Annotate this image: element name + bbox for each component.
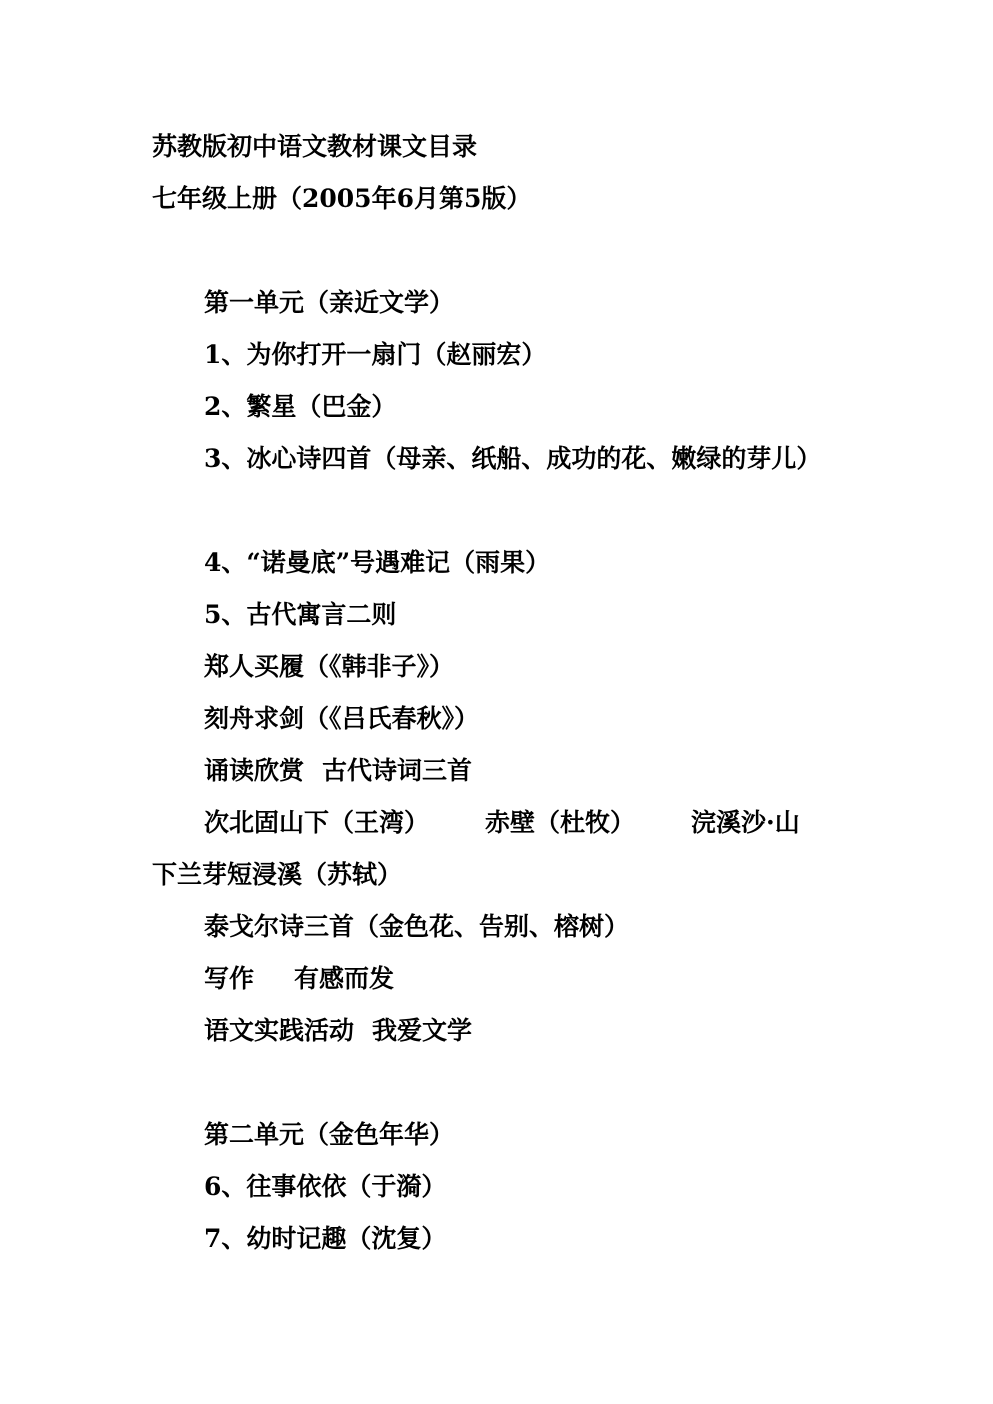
recite-label: 诵读欣赏 — [204, 756, 305, 785]
recite-title: 古代诗词三首 — [322, 756, 473, 785]
unit1-item-3: 3、冰心诗四首（母亲、纸船、成功的花、嫩绿的芽儿） — [204, 444, 822, 473]
poem-3-part2: 下兰芽短浸溪（苏轼） — [152, 860, 403, 889]
document-subtitle: 七年级上册（2005年6月第5版） — [152, 184, 532, 213]
document-title: 苏教版初中语文教材课文目录 — [152, 132, 478, 161]
poem-3-part1: 浣溪沙·山 — [691, 808, 800, 837]
writing-title: 有感而发 — [294, 964, 395, 993]
poems-row — [204, 806, 844, 840]
unit1-heading: 第一单元（亲近文学） — [204, 288, 455, 317]
unit2-item-7: 7、幼时记趣（沈复） — [204, 1224, 447, 1253]
practice-title: 我爱文学 — [372, 1016, 473, 1045]
practice-section — [204, 1014, 472, 1048]
fable-2: 刻舟求剑（《吕氏春秋》） — [204, 704, 480, 733]
fable-1: 郑人买履（《韩非子》） — [204, 652, 455, 681]
poem-2: 赤壁（杜牧） — [485, 808, 636, 837]
unit1-item-1: 1、为你打开一扇门（赵丽宏） — [204, 340, 547, 369]
writing-section — [204, 962, 394, 996]
unit2-heading: 第二单元（金色年华） — [204, 1120, 455, 1149]
recite-section — [204, 754, 472, 788]
writing-label: 写作 — [204, 964, 255, 993]
practice-label: 语文实践活动 — [204, 1016, 355, 1045]
unit1-item-4: 4、“诺曼底”号遇难记（雨果） — [204, 548, 551, 577]
unit1-item-5: 5、古代寓言二则 — [204, 600, 397, 629]
poem-1: 次北固山下（王湾） — [204, 808, 430, 837]
tagore-poems: 泰戈尔诗三首（金色花、告别、榕树） — [204, 912, 630, 941]
unit2-item-6: 6、往事依依（于漪） — [204, 1172, 447, 1201]
unit1-item-2: 2、繁星（巴金） — [204, 392, 397, 421]
